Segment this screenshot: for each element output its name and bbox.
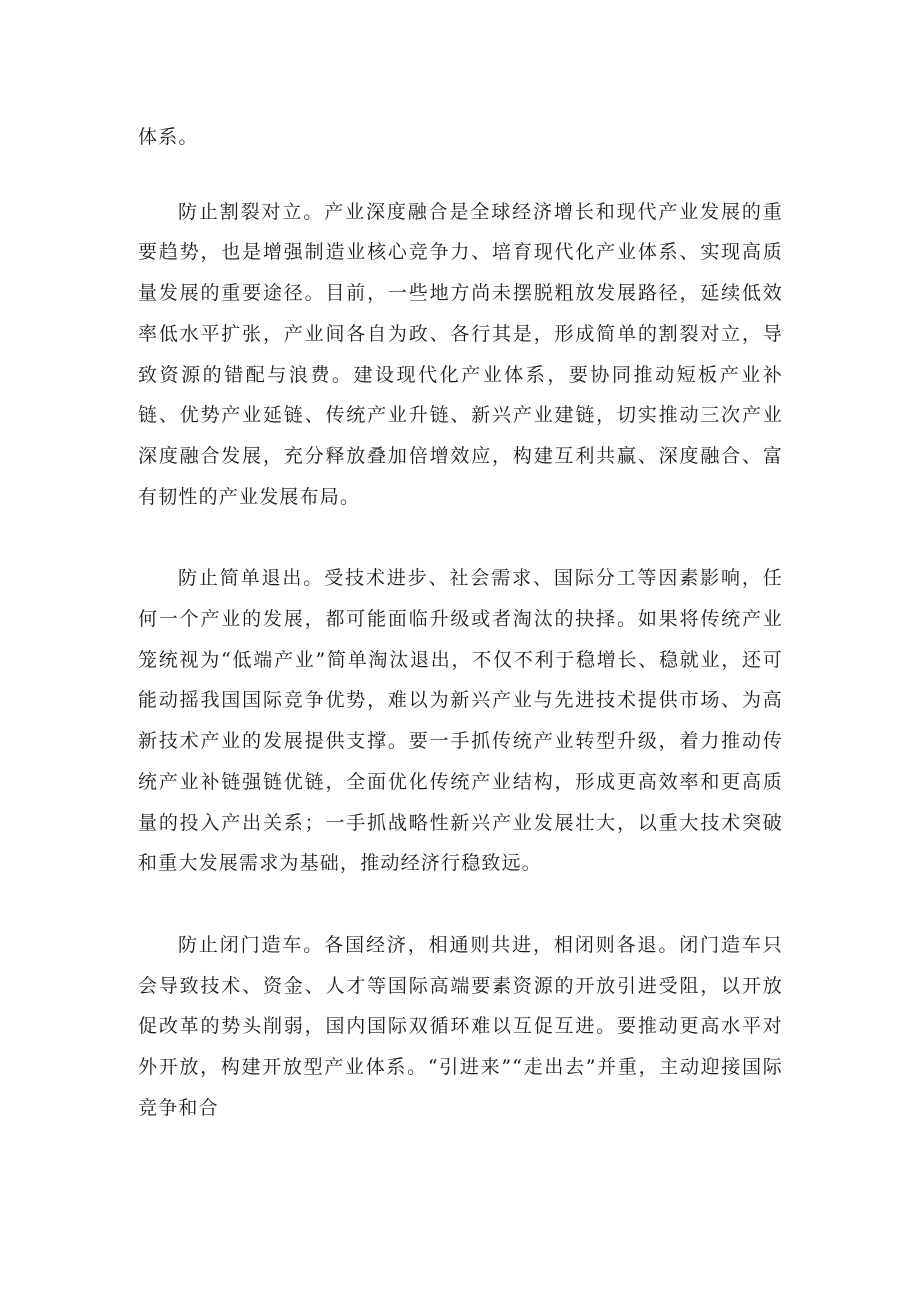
paragraph-prevent-simple-exit: 防止简单退出。受技术进步、社会需求、国际分工等因素影响，任何一个产业的发展，都可能面临升级或者淘汰的抉择。如果将传统产业笼统视为“低端产业”简单淘汰退出，不仅不利于稳增长、稳就业，还可能动摇我国国际竞争优势，难以为新兴产业与先进技术提供市场、为高新技术产业的发展提供支撑。要一手抓传统产业转型升级，着力推动传统产业补链强链优链，全面优化传统产业结构，形成更高效率和更高质量的投入产出关系；一手抓战略性新兴产业发展壮大，以重大技术突破和重大发展需求为基础，推动经济行稳致远。	[138, 567, 783, 875]
paragraph-continuation: 体系。	[138, 126, 199, 148]
document-page	[138, 117, 783, 1128]
paragraph-prevent-isolation: 防止闭门造车。各国经济，相通则共进，相闭则各退。闭门造车只会导致技术、资金、人才等国际高端要素资源的开放引进受阻，以开放促改革的势头削弱，国内国际双循环难以互促互进。要推动更高水平对外开放，构建开放型产业体系。“引进来”“走出去”并重，主动迎接国际竞争和合	[138, 933, 783, 1119]
paragraph-prevent-fragmentation: 防止割裂对立。产业深度融合是全球经济增长和现代产业发展的重要趋势，也是增强制造业核心竞争力、培育现代化产业体系、实现高质量发展的重要途径。目前，一些地方尚未摆脱粗放发展路径，延续低效率低水平扩张，产业间各自为政、各行其是，形成简单的割裂对立，导致资源的错配与浪费。建设现代化产业体系，要协同推动短板产业补链、优势产业延链、传统产业升链、新兴产业建链，切实推动三次产业深度融合发展，充分释放叠加倍增效应，构建互利共赢、深度融合、富有韧性的产业发展布局。	[138, 200, 783, 508]
